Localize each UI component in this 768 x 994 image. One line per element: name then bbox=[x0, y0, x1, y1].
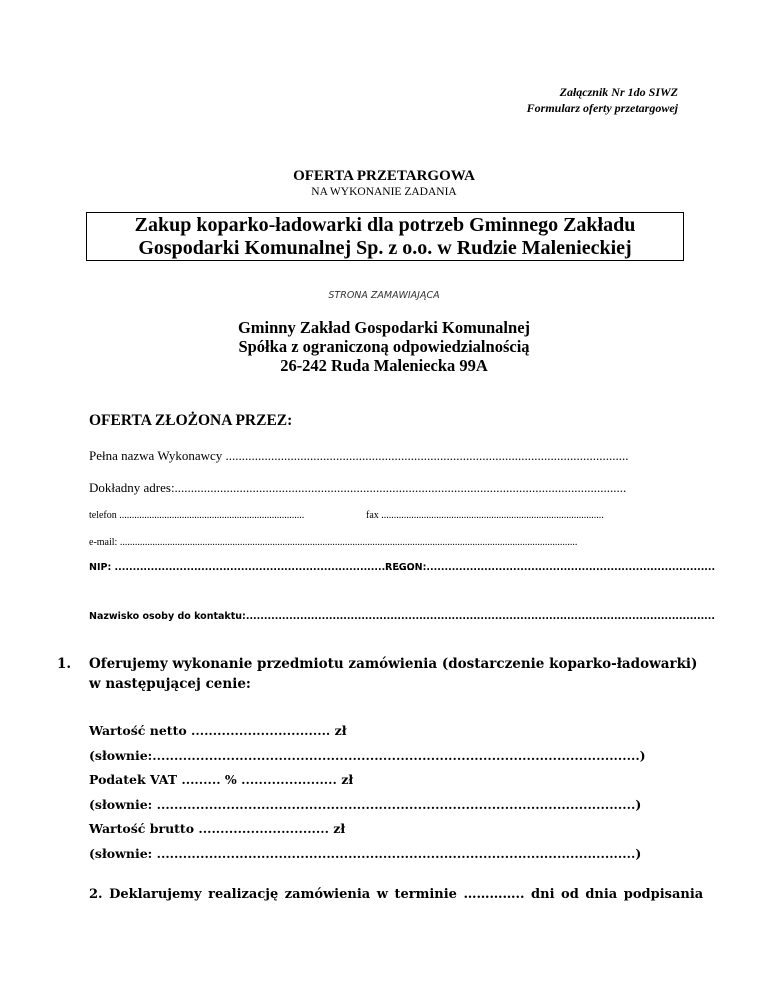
page-title: OFERTA PRZETARGOWA bbox=[293, 168, 475, 184]
task-title-box bbox=[86, 212, 684, 261]
form-name-label: Formularz oferty przetargowej bbox=[526, 101, 678, 115]
full-name-field[interactable]: Pełna nazwa Wykonawcy ............................................................................................................................ bbox=[89, 448, 629, 463]
client-address: 26-242 Ruda Maleniecka 99A bbox=[280, 356, 488, 375]
gross-value-field[interactable]: Wartość brutto .............................. zł bbox=[89, 821, 346, 836]
vat-field[interactable]: Podatek VAT ......... % ...................... zł bbox=[89, 772, 354, 787]
regon-field[interactable]: REGON:................................................................................ bbox=[385, 562, 716, 573]
contact-person-field[interactable]: Nazwisko osoby do kontaktu:.................................................................................................................................. bbox=[89, 611, 715, 622]
email-field[interactable]: e-mail: ....................................................................................................................................................................................... bbox=[89, 537, 578, 548]
client-block bbox=[0, 318, 768, 375]
page-subtitle: NA WYKONANIE ZADANIA bbox=[311, 186, 457, 198]
net-value-words-field[interactable]: (słownie:................................................................................................................) bbox=[89, 748, 646, 763]
section1-line1: Oferujemy wykonanie przedmiotu zamówienia (dostarczenie koparko-ładowarki) bbox=[89, 656, 698, 672]
annex-label: Załącznik Nr 1do SIWZ bbox=[559, 85, 678, 99]
client-legal-form: Spółka z ograniczoną odpowiedzialnością bbox=[238, 337, 530, 356]
client-name: Gminny Zakład Gospodarki Komunalnej bbox=[237, 318, 531, 337]
section1-number: 1. bbox=[57, 656, 72, 672]
task-title-line1: Zakup koparko-ładowarki dla potrzeb Gminnego Zakładu bbox=[134, 214, 636, 236]
client-label: STRONA ZAMAWIAJĄCA bbox=[328, 290, 440, 301]
net-value-field[interactable]: Wartość netto ................................ zł bbox=[89, 723, 347, 738]
section1-line2: w następującej cenie: bbox=[89, 676, 251, 692]
phone-field[interactable]: telefon .......................................................................... bbox=[89, 510, 305, 521]
fax-field[interactable]: fax ......................................................................................... bbox=[366, 510, 604, 521]
gross-value-words-field[interactable]: (słownie: ..............................................................................................................) bbox=[89, 846, 642, 861]
offer-by-heading: OFERTA ZŁOŻONA PRZEZ: bbox=[89, 412, 293, 429]
section1-text bbox=[89, 654, 697, 694]
address-field[interactable]: Dokładny adres:........................................................................................................................................... bbox=[89, 480, 627, 495]
vat-words-field[interactable]: (słownie: ..............................................................................................................) bbox=[89, 797, 642, 812]
nip-field[interactable]: NIP: ................................................................................... bbox=[89, 562, 415, 573]
task-title-line2: Gospodarki Komunalnej Sp. z o.o. w Rudzie Maleniеckiej bbox=[138, 237, 632, 259]
section2-text[interactable]: 2. Deklarujemy realizację zamówienia w terminie ………….. dni od dnia podpisania bbox=[89, 887, 704, 902]
